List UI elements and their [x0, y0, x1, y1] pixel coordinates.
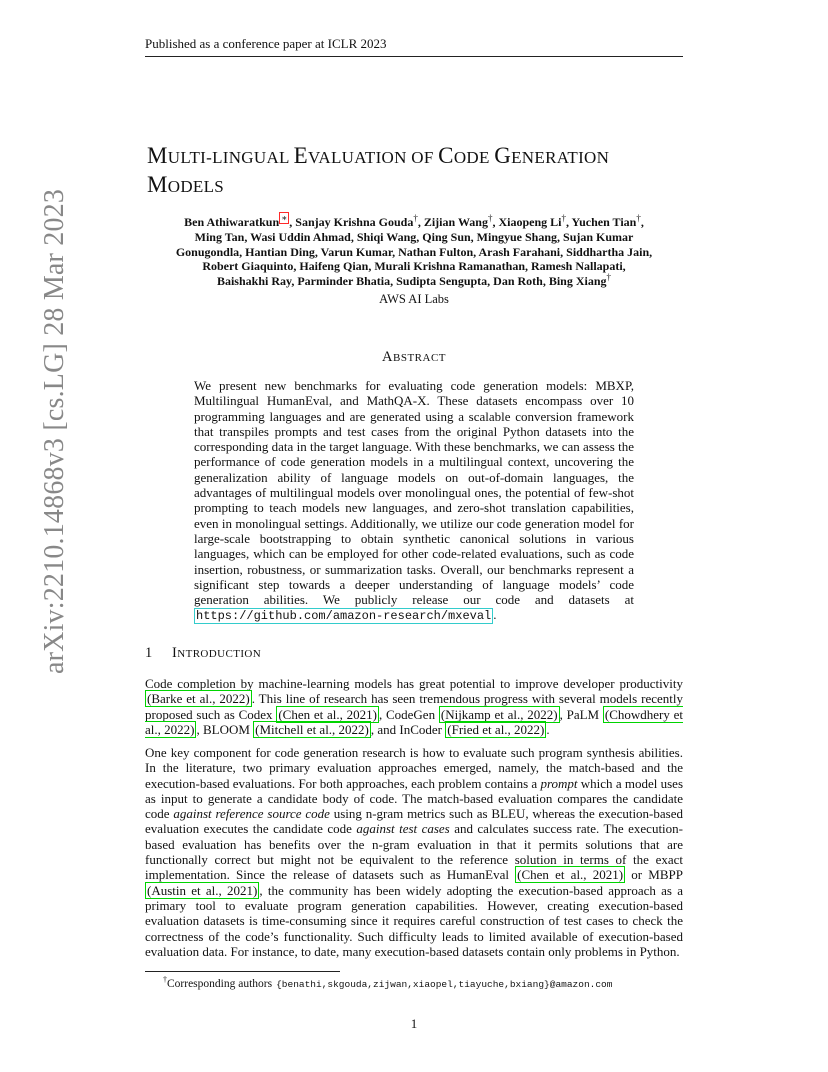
citation-link[interactable]: (Fried et al., 2022): [447, 721, 545, 737]
paper-title: MULTI-LINGUAL EVALUATION OF CODE GENERATION MODELS: [147, 143, 610, 197]
repo-link[interactable]: https://github.com/amazon-research/mxeval: [196, 609, 492, 624]
citation-link[interactable]: (Chowdhery et al., 2022): [145, 706, 683, 737]
arxiv-stamp[interactable]: arXiv:2210.14868v3 [cs.LG] 28 Mar 2023: [39, 188, 70, 674]
citation-link[interactable]: (Mitchell et al., 2022): [255, 721, 369, 737]
citation-link[interactable]: (Nijkamp et al., 2022): [440, 706, 558, 722]
citation-link[interactable]: (Austin et al., 2021): [147, 882, 258, 898]
section-heading-introduction: 1 INTRODUCTION: [145, 645, 262, 661]
citation-link[interactable]: (Chen et al., 2021): [278, 706, 377, 722]
running-header: Published as a conference paper at ICLR 2023: [145, 36, 683, 57]
citation-link[interactable]: (Chen et al., 2021): [517, 867, 624, 883]
intro-paragraph-2: One key component for code generation research is how to evaluate such program synthesis abilities. In the literature, two primary evaluation approaches emerged, namely, the match-based and the execution-based evaluations. For both approaches, each problem contains a prompt which a model uses as input to generate a candidate body of code. The match-based evaluation compares the candidate code against reference source code using n-gram metrics such as BLEU, whereas the execution-based evaluation executes the candidate code against test cases and calculates success rate. The execution-based evaluation has benefits over the n-gram evaluation in that it permits solutions that are functionally correct but might not be equivalent to the reference solution in terms of the exact implementation. Since the release of datasets such as HumanEval (Chen et al., 2021) or MBPP (Austin et al., 2021) , the community has been widely adopting the execution-based approach as a primary tool to evaluate program generation capabilities. However, creating execution-based evaluation datasets is time-consuming since it requires careful construction of test cases to check the correctness of the code’s functionality. Such difficulty leads to limited available of execution-based evaluation data. For instance, to date, many execution-based datasets contain only problems in Python.: [145, 745, 684, 959]
intro-paragraph-1: Code completion by machine-learning models has great potential to improve developer productivity (Barke et al., 2022) . This line of research has seen tremendous progress with several models recently proposed such as Codex (Chen et al., 2021) , CodeGen (Nijkamp et al., 2022) , PaLM (Chowdhery et al., 2022) , BLOOM (Mitchell et al., 2022) , and InCoder (Fried et al., 2022) .: [145, 676, 683, 737]
abstract-heading: ABSTRACT: [382, 349, 446, 365]
author-list: Ben Athiwaratkun ∗ , Sanjay Krishna Gouda†, Zijian Wang†, Xiaopeng Li†, Yuchen Tian†, Ming Tan, Wasi Uddin Ahmad, Shiqi Wang, Qing Sun, Mingyue Shang, Sujan Kumar Gonugondla, Hantian Ding, Varun Kumar, Nathan Fulton, Arash Farahani, Siddhartha Jain, Robert Giaquinto, Haifeng Qian, Murali Krishna Ramanathan, Ramesh Nallapati, Baishakhi Ray, Parminder Bhatia, Sudipta Sengupta, Dan Roth, Bing Xiang†: [175, 213, 653, 289]
abstract-body: We present new benchmarks for evaluating code generation models: MBXP, Multilingual HumanEval, and MathQA-X. These datasets encompass over 10 programming languages and are generated using a scalable conversion framework that transpiles prompts and test cases from the original Python datasets into the corresponding data in the target language. With these benchmarks, we can assess the performance of code generation models in a multilingual context, uncovering the generalization ability of language models on out-of-domain languages, the advantages of multilingual models over monolingual ones, the potential of few-shot prompting to teach models new languages, and zero-shot translation capabilities, even in monolingual settings. Additionally, we utilize our code generation model for large-scale bootstrapping to obtain synthetic canonical solutions in various languages, which can be employed for other code-related evaluations, such as code insertion, robustness, or summarization tasks. Overall, our benchmarks represent a significant step towards a deeper understanding of language models’ code generation abilities. We publicly release our code and datasets at https://github.com/amazon-research/mxeval .: [194, 378, 634, 624]
footnote-link[interactable]: ∗: [281, 213, 288, 223]
page-number: 1: [410, 1016, 418, 1031]
footnote-rule: [145, 971, 340, 972]
affiliation: AWS AI Labs: [379, 292, 449, 306]
footnote: †Corresponding authors {benathi,skgouda,zijwan,xiaopel,tiayuche,bxiang}@amazon.com: [163, 975, 613, 990]
citation-link[interactable]: (Barke et al., 2022): [147, 691, 250, 707]
